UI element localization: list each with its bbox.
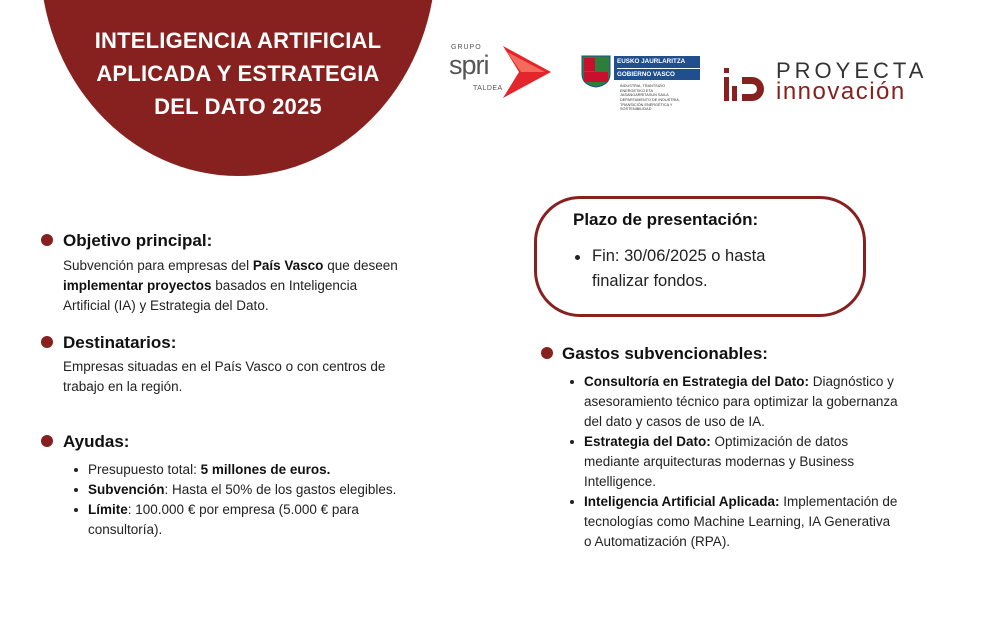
list-item bbox=[570, 372, 950, 432]
ayuda-0-label: Presupuesto total: bbox=[88, 462, 201, 477]
plazo-box bbox=[534, 196, 866, 317]
ayuda-0-bold: 5 millones de euros. bbox=[200, 462, 331, 477]
gv-line-2: GOBIERNO VASCO bbox=[617, 68, 700, 81]
gasto-0-l3: del dato y casos de uso de IA. bbox=[584, 414, 765, 429]
gasto-2-l3: o Automatización (RPA). bbox=[584, 534, 731, 549]
objetivo-bullet-icon bbox=[41, 234, 53, 246]
gastos-list bbox=[570, 372, 950, 552]
ayudas-bullet-icon bbox=[41, 435, 53, 447]
gasto-0-l2: asesoramiento técnico para optimizar la gobernanza bbox=[584, 394, 898, 409]
objetivo-t3: basados en Inteligencia bbox=[211, 278, 358, 293]
list-item bbox=[74, 480, 454, 500]
list-item bbox=[573, 244, 833, 294]
destinatarios-heading: Destinatarios: bbox=[63, 333, 177, 352]
gastos-heading: Gastos subvencionables: bbox=[562, 344, 768, 363]
title-line-3: DEL DATO 2025 bbox=[154, 94, 322, 119]
objetivo-t4: Artificial (IA) y Estrategia del Dato. bbox=[63, 298, 269, 313]
proyecta-word: PROYECTA bbox=[776, 58, 928, 83]
objetivo-t1: Subvención para empresas del bbox=[63, 258, 253, 273]
list-item bbox=[74, 500, 454, 540]
ayudas-list bbox=[74, 460, 454, 540]
destinatarios-text bbox=[63, 357, 463, 397]
objetivo-t2: que deseen bbox=[323, 258, 398, 273]
ayuda-1-text: : Hasta el 50% de los gastos elegibles. bbox=[164, 482, 397, 497]
gv-line-1: EUSKO JAURLARITZA bbox=[617, 58, 686, 65]
objetivo-b1: País Vasco bbox=[252, 258, 324, 273]
spri-logo bbox=[449, 44, 553, 102]
gasto-2-bold: Inteligencia Artificial Aplicada: bbox=[584, 494, 780, 509]
gasto-2-l1: Implementación de bbox=[779, 494, 898, 509]
plazo-line-2: finalizar fondos. bbox=[592, 272, 708, 290]
ayudas-heading: Ayudas: bbox=[63, 432, 130, 451]
gasto-1-l1: Optimización de datos bbox=[710, 434, 849, 449]
ayuda-2-text2: consultoría). bbox=[88, 522, 163, 537]
gasto-0-l1: Diagnóstico y bbox=[809, 374, 894, 389]
innovacion-word: innovación bbox=[776, 78, 906, 105]
title-line-2: APLICADA Y ESTRATEGIA bbox=[96, 61, 380, 86]
gv-band bbox=[614, 56, 700, 80]
plazo-line-1: Fin: 30/06/2025 o hasta bbox=[592, 247, 766, 265]
gv-small-1: INDUSTRIA, TRANTSIZIO ENERGETIKO ETA JASANGARRITASUN SAILA bbox=[620, 84, 669, 98]
spri-wordmark: spri bbox=[449, 50, 489, 80]
ayuda-2-text: : 100.000 € por empresa (5.000 € para bbox=[127, 502, 359, 517]
gv-small-2: DEPARTAMENTO DE INDUSTRIA, TRANSICIÓN ENERGÉTICA Y SOSTENIBILIDAD bbox=[620, 98, 680, 112]
ayuda-1-bold: Subvención bbox=[88, 482, 165, 497]
spri-arrow-icon bbox=[497, 44, 553, 100]
gastos-bullet-icon bbox=[541, 347, 553, 359]
shield-icon bbox=[580, 54, 612, 88]
plazo-heading: Plazo de presentación: bbox=[573, 210, 759, 229]
proyecta-mark-icon bbox=[722, 60, 772, 110]
gasto-1-l3: Intelligence. bbox=[584, 474, 657, 489]
destinatarios-line-1: Empresas situadas en el País Vasco o con centros de bbox=[63, 359, 386, 374]
destinatarios-bullet-icon bbox=[41, 336, 53, 348]
gobierno-vasco-logo bbox=[580, 54, 710, 124]
list-item bbox=[570, 492, 950, 552]
ayuda-2-bold: Límite bbox=[88, 502, 128, 517]
list-item bbox=[570, 432, 950, 492]
proyecta-innovacion-logo bbox=[722, 58, 942, 108]
spri-taldea-text: TALDEA bbox=[473, 85, 503, 92]
objetivo-b2: implementar proyectos bbox=[63, 278, 212, 293]
gasto-1-bold: Estrategia del Dato: bbox=[584, 434, 711, 449]
destinatarios-line-2: trabajo en la región. bbox=[63, 379, 183, 394]
gasto-2-l2: tecnologías como Machine Learning, IA Generativa bbox=[584, 514, 891, 529]
plazo-list bbox=[573, 244, 833, 294]
spri-grupo-text: GRUPO bbox=[451, 44, 482, 51]
gasto-1-l2: mediante arquitecturas modernas y Business bbox=[584, 454, 855, 469]
title-line-1: INTELIGENCIA ARTIFICIAL bbox=[94, 28, 382, 53]
objetivo-heading: Objetivo principal: bbox=[63, 231, 213, 250]
objetivo-text bbox=[63, 256, 463, 316]
list-item bbox=[74, 460, 454, 480]
page-title bbox=[60, 24, 416, 123]
gasto-0-bold: Consultoría en Estrategia del Dato: bbox=[584, 374, 810, 389]
